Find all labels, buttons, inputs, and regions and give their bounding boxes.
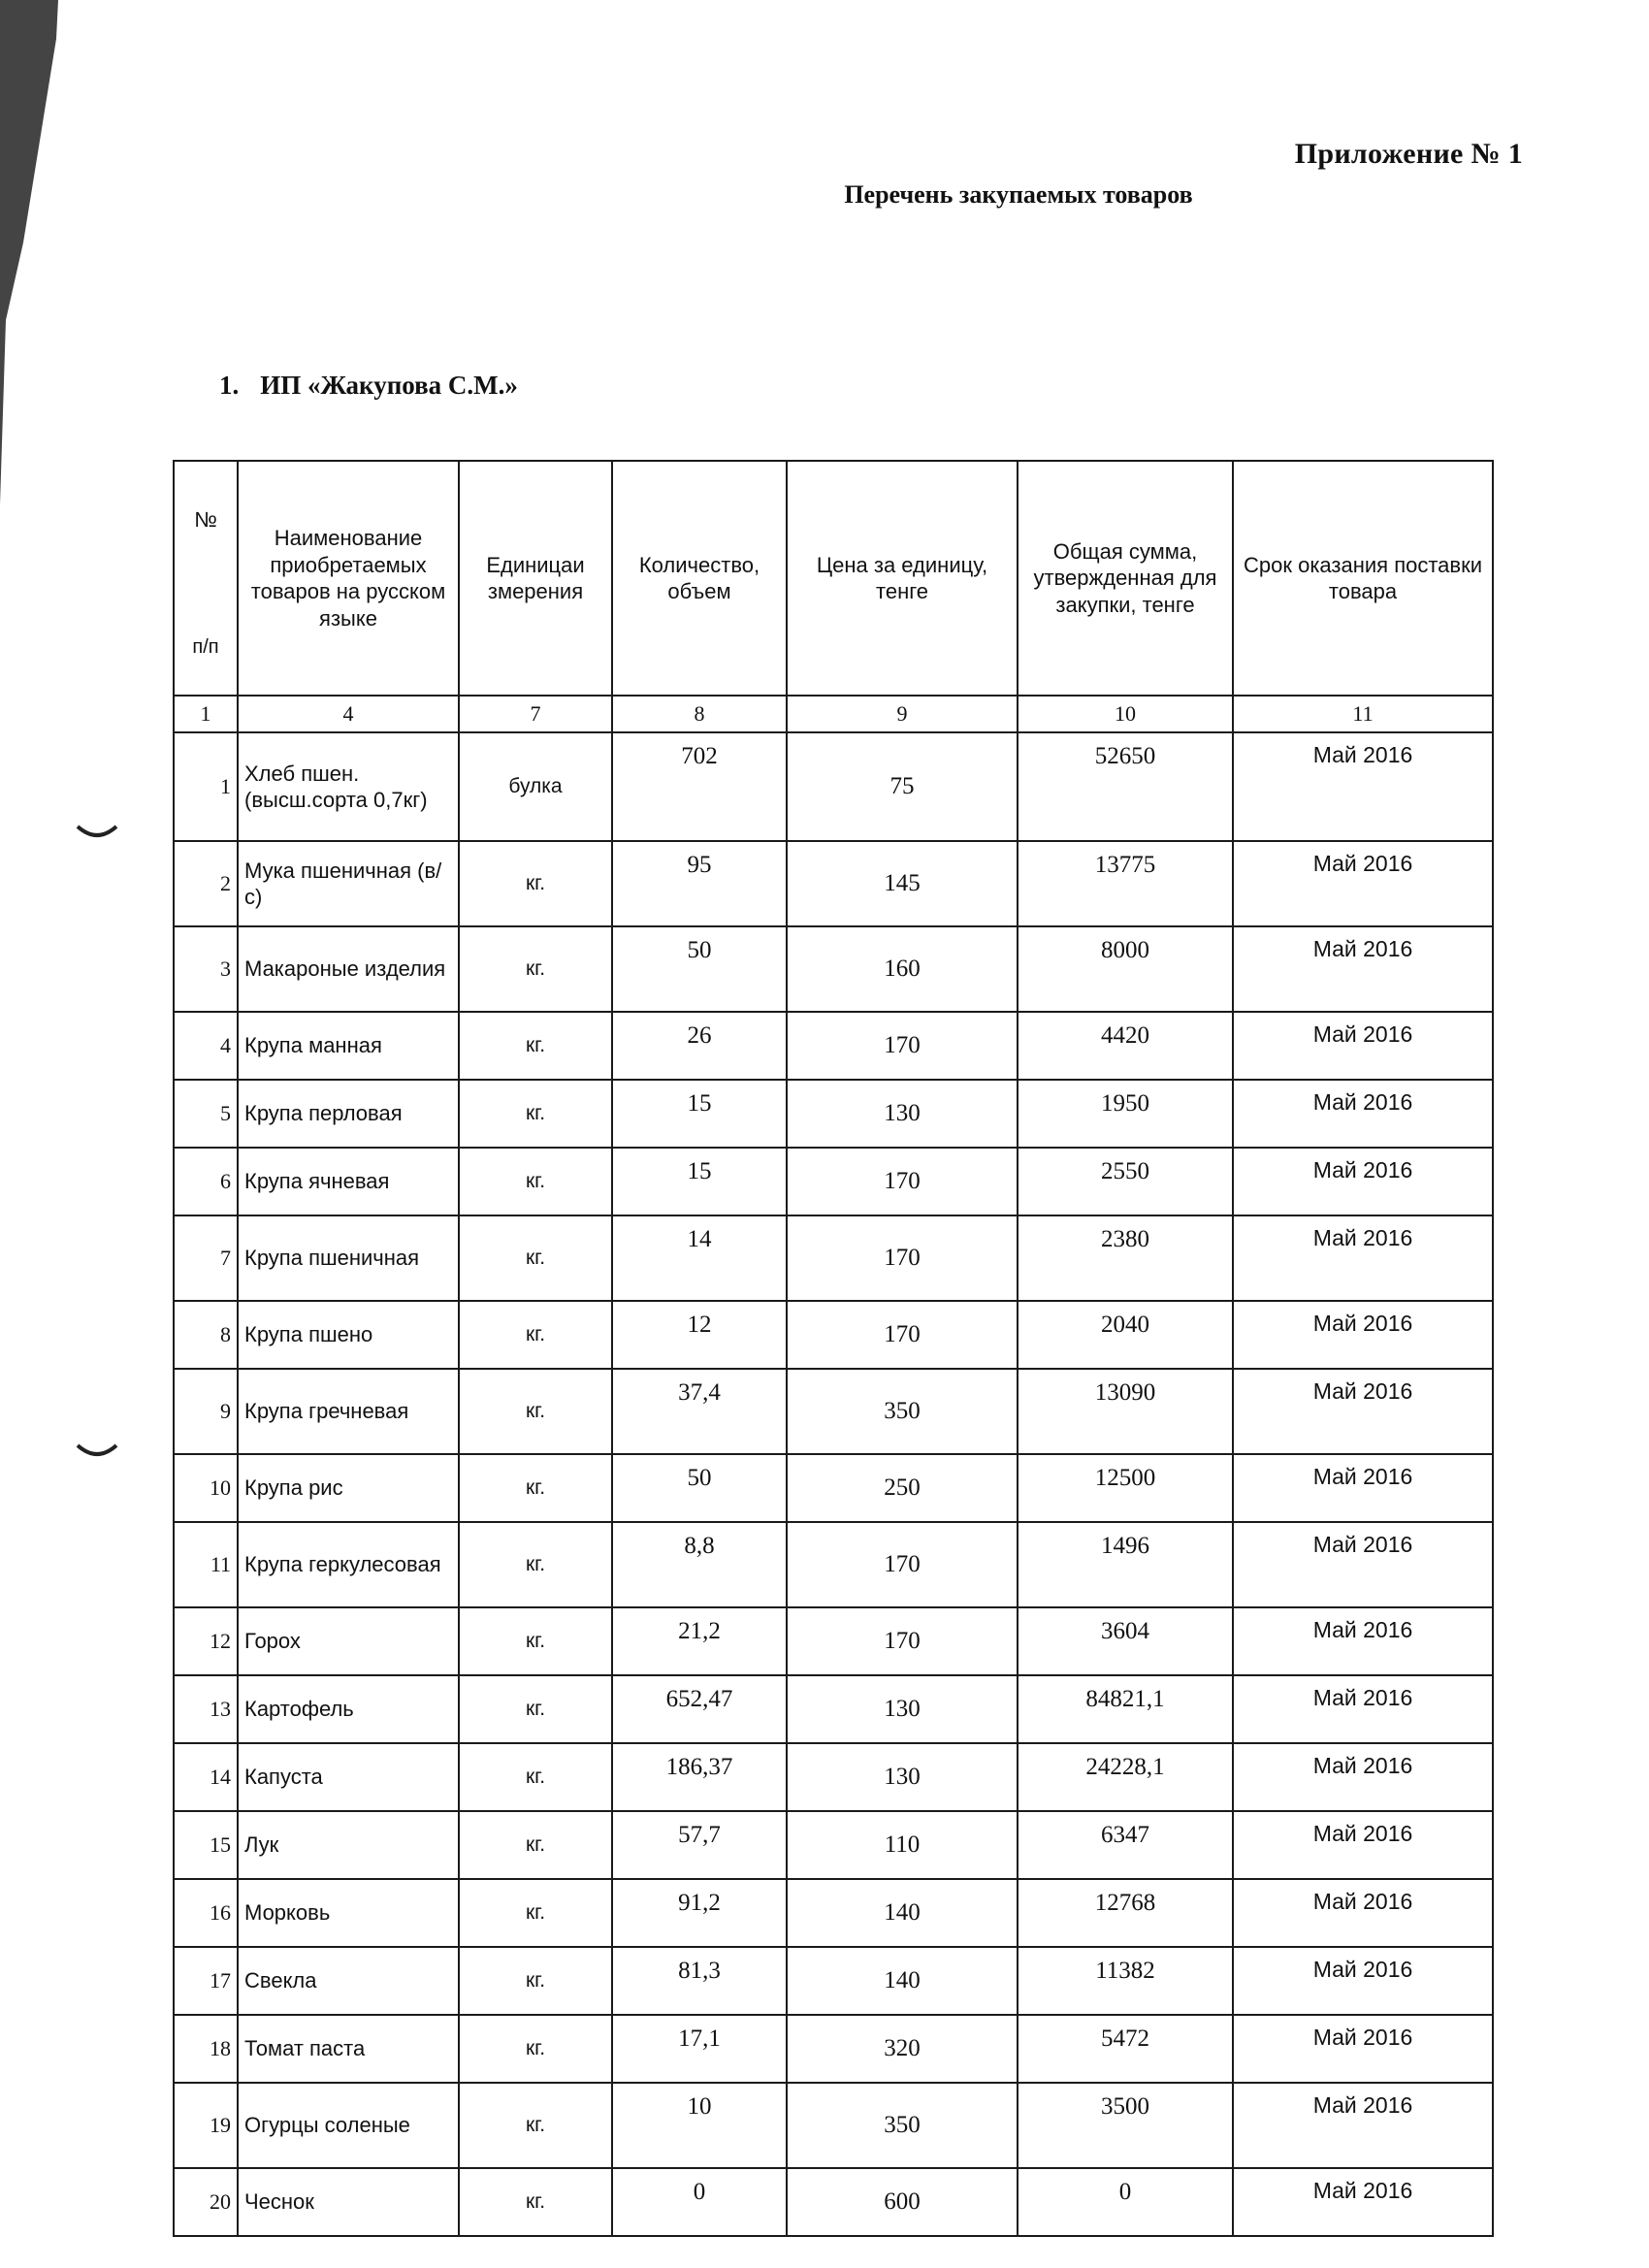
col-header-qty: Количество, объем <box>612 461 787 696</box>
item-total: 5472 <box>1018 2015 1233 2083</box>
item-total: 3500 <box>1018 2083 1233 2168</box>
item-price: 600 <box>787 2168 1018 2236</box>
item-name: Крупа ячневая <box>238 1148 459 1215</box>
table-row <box>174 1012 1493 1080</box>
item-deadline: Май 2016 <box>1233 1811 1493 1879</box>
col-header-name: Наименование приобретаемых товаров на русском языке <box>238 461 459 696</box>
item-unit: булка <box>459 732 612 841</box>
item-name: Лук <box>238 1811 459 1879</box>
item-deadline: Май 2016 <box>1233 2083 1493 2168</box>
table-row <box>174 1675 1493 1743</box>
item-total: 13775 <box>1018 841 1233 926</box>
row-number: 16 <box>174 1879 238 1947</box>
column-index-row <box>174 696 1493 732</box>
item-price: 130 <box>787 1675 1018 1743</box>
item-price: 170 <box>787 1012 1018 1080</box>
row-number: 3 <box>174 926 238 1012</box>
table-row <box>174 2015 1493 2083</box>
item-quantity: 91,2 <box>612 1879 787 1947</box>
item-deadline: Май 2016 <box>1233 1607 1493 1675</box>
row-number: 8 <box>174 1301 238 1369</box>
column-index: 1 <box>174 696 238 732</box>
table-row <box>174 1811 1493 1879</box>
table-row <box>174 1607 1493 1675</box>
item-price: 160 <box>787 926 1018 1012</box>
item-deadline: Май 2016 <box>1233 1301 1493 1369</box>
item-total: 2040 <box>1018 1301 1233 1369</box>
item-unit: кг. <box>459 1012 612 1080</box>
row-number: 2 <box>174 841 238 926</box>
item-total: 2380 <box>1018 1215 1233 1301</box>
item-price: 170 <box>787 1148 1018 1215</box>
item-total: 4420 <box>1018 1012 1233 1080</box>
item-price: 145 <box>787 841 1018 926</box>
item-deadline: Май 2016 <box>1233 732 1493 841</box>
supplier-number: 1. <box>219 371 240 400</box>
item-unit: кг. <box>459 1675 612 1743</box>
goods-table <box>173 460 1494 2237</box>
item-deadline: Май 2016 <box>1233 1879 1493 1947</box>
item-name: Крупа пшено <box>238 1301 459 1369</box>
item-unit: кг. <box>459 1947 612 2015</box>
item-total: 1496 <box>1018 1522 1233 1607</box>
item-unit: кг. <box>459 1148 612 1215</box>
column-index: 10 <box>1018 696 1233 732</box>
item-quantity: 17,1 <box>612 2015 787 2083</box>
item-price: 75 <box>787 732 1018 841</box>
item-deadline: Май 2016 <box>1233 841 1493 926</box>
table-row <box>174 2083 1493 2168</box>
row-number: 12 <box>174 1607 238 1675</box>
row-number: 10 <box>174 1454 238 1522</box>
item-name: Хлеб пшен. (высш.сорта 0,7кг) <box>238 732 459 841</box>
item-quantity: 0 <box>612 2168 787 2236</box>
item-deadline: Май 2016 <box>1233 1369 1493 1454</box>
item-name: Свекла <box>238 1947 459 2015</box>
column-index: 8 <box>612 696 787 732</box>
item-price: 350 <box>787 2083 1018 2168</box>
col-header-price: Цена за единицу, тенге <box>787 461 1018 696</box>
item-total: 13090 <box>1018 1369 1233 1454</box>
scan-edge-shadow <box>0 0 58 504</box>
item-deadline: Май 2016 <box>1233 1522 1493 1607</box>
row-number: 6 <box>174 1148 238 1215</box>
table-row <box>174 2168 1493 2236</box>
item-name: Картофель <box>238 1675 459 1743</box>
row-number: 18 <box>174 2015 238 2083</box>
item-unit: кг. <box>459 1607 612 1675</box>
col-header-number-pp: п/п <box>192 636 219 658</box>
row-number: 9 <box>174 1369 238 1454</box>
row-number: 14 <box>174 1743 238 1811</box>
item-deadline: Май 2016 <box>1233 1012 1493 1080</box>
item-quantity: 15 <box>612 1148 787 1215</box>
item-quantity: 21,2 <box>612 1607 787 1675</box>
item-name: Морковь <box>238 1879 459 1947</box>
table-row <box>174 1215 1493 1301</box>
item-unit: кг. <box>459 1811 612 1879</box>
row-number: 11 <box>174 1522 238 1607</box>
item-deadline: Май 2016 <box>1233 2168 1493 2236</box>
punch-hole-mark <box>76 1442 118 1461</box>
table-row <box>174 732 1493 841</box>
item-unit: кг. <box>459 2015 612 2083</box>
table-row <box>174 1080 1493 1148</box>
item-price: 250 <box>787 1454 1018 1522</box>
item-unit: кг. <box>459 1879 612 1947</box>
item-unit: кг. <box>459 1369 612 1454</box>
item-unit: кг. <box>459 1080 612 1148</box>
column-index: 11 <box>1233 696 1493 732</box>
item-deadline: Май 2016 <box>1233 1454 1493 1522</box>
table-row <box>174 926 1493 1012</box>
item-name: Чеснок <box>238 2168 459 2236</box>
row-number: 4 <box>174 1012 238 1080</box>
item-total: 12500 <box>1018 1454 1233 1522</box>
col-header-total: Общая сумма, утвержденная для закупки, тенге <box>1018 461 1233 696</box>
item-quantity: 15 <box>612 1080 787 1148</box>
column-index: 9 <box>787 696 1018 732</box>
item-quantity: 702 <box>612 732 787 841</box>
row-number: 15 <box>174 1811 238 1879</box>
item-quantity: 12 <box>612 1301 787 1369</box>
item-total: 11382 <box>1018 1947 1233 2015</box>
item-unit: кг. <box>459 1454 612 1522</box>
item-total: 52650 <box>1018 732 1233 841</box>
punch-hole-mark <box>76 823 118 842</box>
item-unit: кг. <box>459 1743 612 1811</box>
item-unit: кг. <box>459 1522 612 1607</box>
item-name: Макароные изделия <box>238 926 459 1012</box>
row-number: 20 <box>174 2168 238 2236</box>
table-row <box>174 1301 1493 1369</box>
row-number: 17 <box>174 1947 238 2015</box>
item-quantity: 14 <box>612 1215 787 1301</box>
row-number: 5 <box>174 1080 238 1148</box>
item-name: Крупа рис <box>238 1454 459 1522</box>
item-price: 320 <box>787 2015 1018 2083</box>
item-name: Мука пшеничная (в/с) <box>238 841 459 926</box>
col-header-deadline: Срок оказания поставки товара <box>1233 461 1493 696</box>
table-row <box>174 1879 1493 1947</box>
item-total: 12768 <box>1018 1879 1233 1947</box>
item-deadline: Май 2016 <box>1233 1215 1493 1301</box>
item-name: Капуста <box>238 1743 459 1811</box>
item-total: 24228,1 <box>1018 1743 1233 1811</box>
item-price: 170 <box>787 1522 1018 1607</box>
col-header-number-sign: № <box>194 507 217 532</box>
table-row <box>174 1947 1493 2015</box>
item-total: 2550 <box>1018 1148 1233 1215</box>
row-number: 13 <box>174 1675 238 1743</box>
item-name: Крупа геркулесовая <box>238 1522 459 1607</box>
item-name: Крупа перловая <box>238 1080 459 1148</box>
item-quantity: 652,47 <box>612 1675 787 1743</box>
item-name: Крупа манная <box>238 1012 459 1080</box>
item-name: Огурцы соленые <box>238 2083 459 2168</box>
table-row <box>174 1454 1493 1522</box>
row-number: 7 <box>174 1215 238 1301</box>
col-header-unit: Единицаи змерения <box>459 461 612 696</box>
item-quantity: 10 <box>612 2083 787 2168</box>
item-unit: кг. <box>459 1215 612 1301</box>
item-quantity: 57,7 <box>612 1811 787 1879</box>
column-index: 7 <box>459 696 612 732</box>
appendix-label: Приложение № 1 <box>1294 138 1523 170</box>
item-quantity: 95 <box>612 841 787 926</box>
table-row <box>174 1148 1493 1215</box>
item-total: 3604 <box>1018 1607 1233 1675</box>
item-unit: кг. <box>459 1301 612 1369</box>
item-total: 84821,1 <box>1018 1675 1233 1743</box>
item-quantity: 8,8 <box>612 1522 787 1607</box>
col-header-number <box>174 461 238 696</box>
list-title: Перечень закупаемых товаров <box>844 180 1193 209</box>
item-price: 170 <box>787 1301 1018 1369</box>
item-deadline: Май 2016 <box>1233 1080 1493 1148</box>
item-price: 350 <box>787 1369 1018 1454</box>
item-quantity: 186,37 <box>612 1743 787 1811</box>
item-deadline: Май 2016 <box>1233 1675 1493 1743</box>
item-name: Горох <box>238 1607 459 1675</box>
supplier-heading <box>219 371 518 401</box>
item-price: 170 <box>787 1215 1018 1301</box>
row-number: 1 <box>174 732 238 841</box>
item-total: 6347 <box>1018 1811 1233 1879</box>
item-deadline: Май 2016 <box>1233 2015 1493 2083</box>
item-price: 130 <box>787 1743 1018 1811</box>
item-name: Томат паста <box>238 2015 459 2083</box>
item-quantity: 50 <box>612 926 787 1012</box>
item-name: Крупа пшеничная <box>238 1215 459 1301</box>
item-total: 1950 <box>1018 1080 1233 1148</box>
row-number: 19 <box>174 2083 238 2168</box>
item-price: 140 <box>787 1879 1018 1947</box>
item-name: Крупа гречневая <box>238 1369 459 1454</box>
item-price: 140 <box>787 1947 1018 2015</box>
item-unit: кг. <box>459 926 612 1012</box>
item-price: 170 <box>787 1607 1018 1675</box>
item-quantity: 37,4 <box>612 1369 787 1454</box>
item-unit: кг. <box>459 2168 612 2236</box>
item-total: 8000 <box>1018 926 1233 1012</box>
item-deadline: Май 2016 <box>1233 1743 1493 1811</box>
item-price: 110 <box>787 1811 1018 1879</box>
item-quantity: 81,3 <box>612 1947 787 2015</box>
table-row <box>174 1743 1493 1811</box>
item-unit: кг. <box>459 841 612 926</box>
item-unit: кг. <box>459 2083 612 2168</box>
table-row <box>174 1369 1493 1454</box>
table-header-row <box>174 461 1493 696</box>
item-total: 0 <box>1018 2168 1233 2236</box>
column-index: 4 <box>238 696 459 732</box>
supplier-name: ИП «Жакупова С.М.» <box>260 371 518 400</box>
item-deadline: Май 2016 <box>1233 926 1493 1012</box>
item-quantity: 50 <box>612 1454 787 1522</box>
table-row <box>174 1522 1493 1607</box>
item-price: 130 <box>787 1080 1018 1148</box>
item-deadline: Май 2016 <box>1233 1148 1493 1215</box>
item-quantity: 26 <box>612 1012 787 1080</box>
table-body <box>174 732 1493 2236</box>
table-row <box>174 841 1493 926</box>
item-deadline: Май 2016 <box>1233 1947 1493 2015</box>
